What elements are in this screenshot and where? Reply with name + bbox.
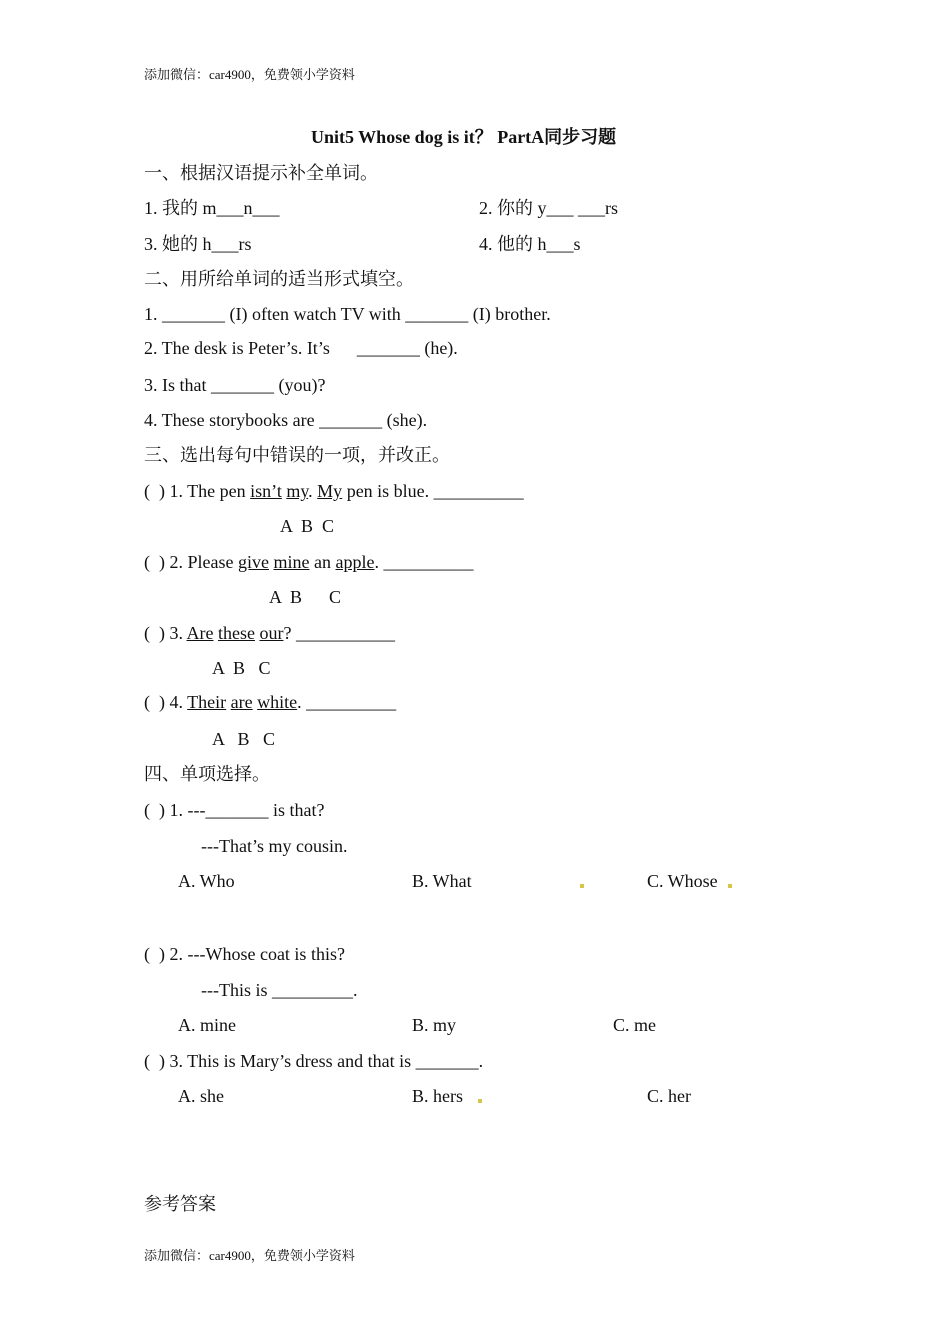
s4-q1-option-b: B. What (412, 871, 472, 891)
section2-heading: 二、用所给单词的适当形式填空。 (144, 269, 414, 289)
s3-question-4: ( ) 4. Their are white. __________ (144, 692, 397, 712)
option-c: our (259, 623, 284, 643)
s3-q2-letters: A B C (269, 587, 342, 607)
s4-q2-stem: ( ) 2. ---Whose coat is this? (144, 944, 345, 964)
s2-item-2: 2. The desk is Peter’s. It’s _______ (he). (144, 338, 458, 358)
option-b: mine (273, 552, 310, 572)
s4-q2-option-c: C. me (613, 1015, 656, 1035)
s2-item-1: 1. _______ (I) often watch TV with _______ (I) brother. (144, 304, 551, 324)
option-b: my (286, 481, 309, 501)
option-a: isn’t (250, 481, 282, 501)
s4-q2-option-a: A. mine (178, 1015, 236, 1035)
s4-q1-option-a: A. Who (178, 871, 235, 891)
s3-q4-letters: A B C (212, 729, 276, 749)
section1-heading: 一、根据汉语提示补全单词。 (144, 163, 378, 183)
s4-q1-option-c: C. Whose (647, 871, 718, 891)
option-a: Are (186, 623, 214, 643)
s1-item-2: 2. 你的 y___ ___rs (479, 198, 618, 218)
page-title: Unit5 Whose dog is it？ PartA同步习题 (311, 127, 617, 147)
option-c: apple (335, 552, 375, 572)
s3-question-3: ( ) 3. Are these our? ___________ (144, 623, 395, 643)
s1-item-3: 3. 她的 h___rs (144, 234, 252, 254)
s4-q2-option-b: B. my (412, 1015, 457, 1035)
artifact-dot (580, 884, 584, 888)
section4-heading: 四、单项选择。 (144, 764, 270, 784)
option-b: are (230, 692, 253, 712)
s2-item-4: 4. These storybooks are _______ (she). (144, 410, 428, 430)
answers-heading: 参考答案 (144, 1194, 216, 1214)
s4-q3-option-c: C. her (647, 1086, 691, 1106)
s4-q3-stem: ( ) 3. This is Mary’s dress and that is _______. (144, 1051, 484, 1071)
s4-q3-option-a: A. she (178, 1086, 224, 1106)
option-c: white (257, 692, 298, 712)
option-a: give (237, 552, 269, 572)
footer-note: 添加微信：car4900，免费领小学资料 (144, 1248, 355, 1263)
header-note: 添加微信：car4900，免费领小学资料 (144, 67, 355, 82)
s1-item-4: 4. 他的 h___s (479, 234, 581, 254)
section3-heading: 三、选出每句中错误的一项，并改正。 (144, 445, 450, 465)
s4-q2-reply: ---This is _________. (201, 980, 358, 1000)
s3-question-1: ( ) 1. The pen isn’t my. My pen is blue. __________ (144, 481, 524, 501)
s1-item-1: 1. 我的 m___n___ (144, 198, 280, 218)
s3-q1-letters: A B C (280, 516, 335, 536)
option-b: these (217, 623, 255, 643)
s2-item-3: 3. Is that _______ (you)? (144, 375, 326, 395)
s3-q3-letters: A B C (212, 658, 271, 678)
s4-q1-stem: ( ) 1. ---_______ is that? (144, 800, 325, 820)
s4-q1-reply: ---That’s my cousin. (201, 836, 348, 856)
artifact-dot (478, 1099, 482, 1103)
s4-q3-option-b: B. hers (412, 1086, 463, 1106)
option-c: My (317, 481, 343, 501)
option-a: Their (187, 692, 227, 712)
artifact-dot (728, 884, 732, 888)
s3-question-2: ( ) 2. Please give mine an apple. __________ (144, 552, 474, 572)
